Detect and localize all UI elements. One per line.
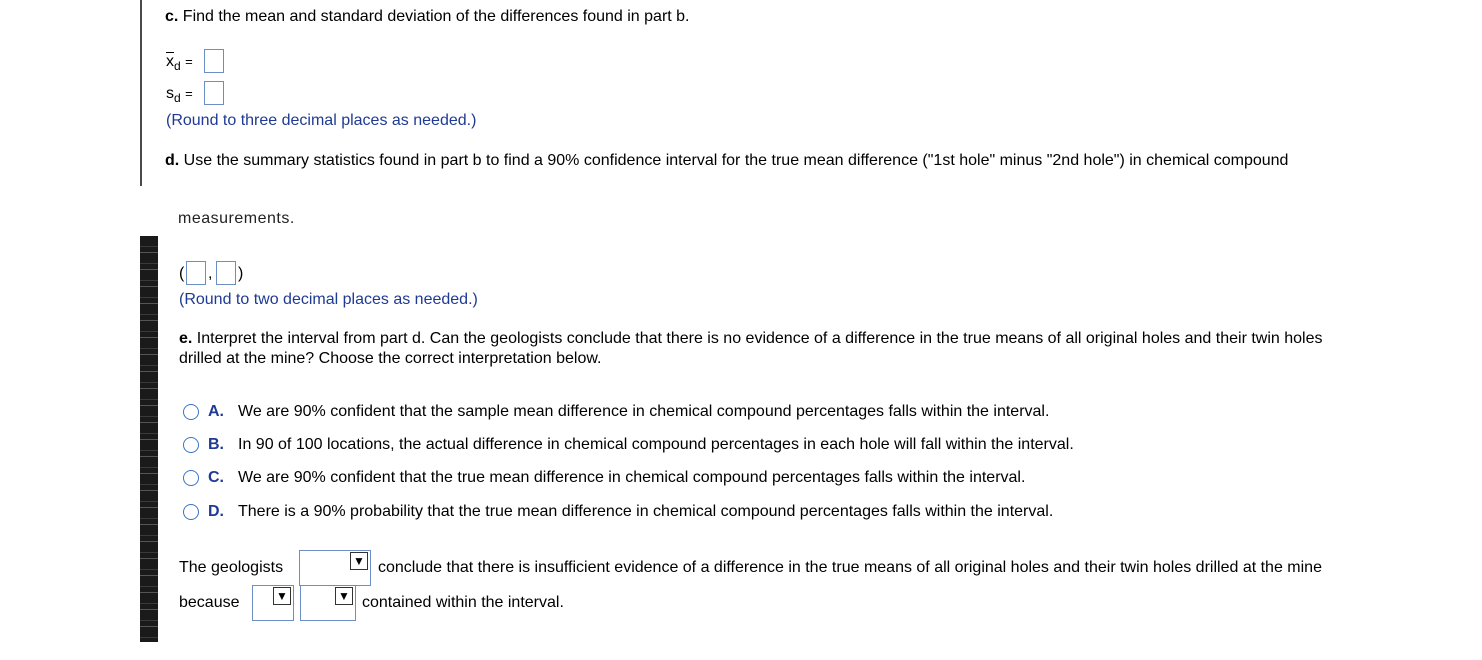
left-border-strip bbox=[140, 236, 158, 642]
sd-difference-input[interactable] bbox=[204, 81, 224, 105]
part-e-prompt-line1 bbox=[179, 329, 1322, 349]
part-d-prompt bbox=[165, 151, 1288, 171]
round-three-note: (Round to three decimal places as needed.) bbox=[166, 112, 477, 129]
part-e-prompt-line2: drilled at the mine? Choose the correct interpretation below. bbox=[179, 350, 602, 367]
part-c-label: c. bbox=[165, 8, 179, 25]
option-a-text: We are 90% confident that the sample mean difference in chemical compound percentages falls within the interval. bbox=[238, 403, 1050, 420]
radio-d[interactable] bbox=[183, 504, 199, 520]
option-b-letter: B. bbox=[208, 436, 224, 453]
option-a-letter: A. bbox=[208, 403, 224, 420]
sentence1-prefix: The geologists bbox=[179, 559, 284, 576]
radio-c[interactable] bbox=[183, 470, 199, 486]
open-paren: ( bbox=[179, 265, 185, 282]
xbar-symbol: $\overline{x}$ bbox=[166, 53, 174, 70]
radio-a[interactable] bbox=[183, 404, 199, 420]
option-b-text: In 90 of 100 locations, the actual difference in chemical compound percentages in each hole will fall within the interval. bbox=[238, 436, 1074, 453]
left-border-top bbox=[140, 0, 142, 186]
chevron-down-icon: ▼ bbox=[335, 587, 353, 605]
reason-dropdown-1[interactable] bbox=[252, 585, 294, 621]
part-e-text-line1: Interpret the interval from part d. Can the geologists conclude that there is no evidence of a difference in the true means of all original holes and their twin holes bbox=[192, 330, 1323, 347]
option-c-text: We are 90% confident that the true mean difference in chemical compound percentages falls within the interval. bbox=[238, 469, 1026, 486]
clipped-text: measurements. bbox=[178, 210, 295, 227]
part-c-text: Find the mean and standard deviation of the differences found in part b. bbox=[178, 8, 690, 25]
part-c-prompt bbox=[165, 7, 690, 27]
part-d-text: Use the summary statistics found in part b to find a 90% confidence interval for the true mean difference ("1st hole" minus "2nd hole") in chemical compound bbox=[179, 152, 1289, 169]
chevron-down-icon: ▼ bbox=[350, 552, 368, 570]
sentence2-prefix: because bbox=[179, 594, 240, 611]
option-d-text: There is a 90% probability that the true mean difference in chemical compound percentages falls within the interval. bbox=[238, 503, 1054, 520]
round-two-note: (Round to two decimal places as needed.) bbox=[179, 291, 478, 308]
s-subscript: d bbox=[174, 91, 181, 106]
conclusion-dropdown[interactable] bbox=[299, 550, 371, 586]
close-paren: ) bbox=[238, 265, 244, 282]
interval-lower-input[interactable] bbox=[186, 261, 206, 285]
chevron-down-icon: ▼ bbox=[273, 587, 291, 605]
sentence1-suffix: conclude that there is insufficient evidence of a difference in the true means of all original holes and their twin holes drilled at the mine bbox=[378, 559, 1322, 576]
mean-difference-input[interactable] bbox=[204, 49, 224, 73]
reason-dropdown-2[interactable] bbox=[300, 585, 356, 621]
sd-d-label bbox=[166, 84, 193, 108]
radio-b[interactable] bbox=[183, 437, 199, 453]
xbar-subscript: d bbox=[174, 59, 181, 74]
s-symbol: s bbox=[166, 85, 174, 102]
option-d-letter: D. bbox=[208, 503, 224, 520]
part-e-label: e. bbox=[179, 330, 193, 347]
option-c-letter: C. bbox=[208, 469, 224, 486]
xbar-d-label bbox=[166, 52, 193, 76]
interval-upper-input[interactable] bbox=[216, 261, 236, 285]
interval-comma: , bbox=[208, 265, 213, 282]
sentence2-suffix: contained within the interval. bbox=[362, 594, 564, 611]
part-d-label: d. bbox=[165, 152, 180, 169]
xbar-equals: = bbox=[185, 54, 193, 69]
sd-equals: = bbox=[185, 86, 193, 101]
